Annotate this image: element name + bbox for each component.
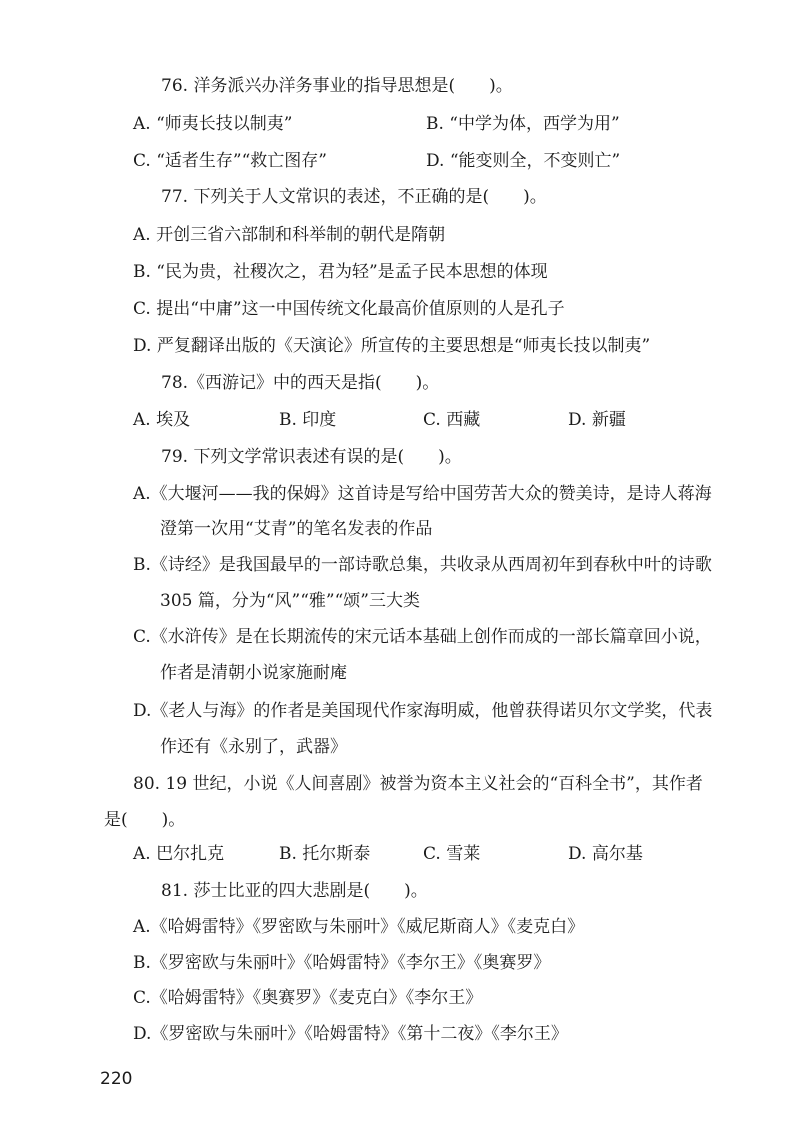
q79-option-b-line1: B.《诗经》是我国最早的一部诗歌总集，共收录从西周初年到春秋中叶的诗歌	[133, 555, 712, 575]
q79-option-c-line2: 作者是清朝小说家施耐庵	[160, 663, 347, 683]
q80-stem-line2: 是( )。	[104, 810, 186, 830]
q80-option-a: A. 巴尔扎克	[133, 844, 225, 864]
q76-option-c: C. “适者生存”“救亡图存”	[133, 151, 327, 171]
q79-option-c-line1: C.《水浒传》是在长期流传的宋元话本基础上创作而成的一部长篇章回小说，	[133, 627, 712, 647]
q80-option-d: D. 高尔基	[568, 844, 643, 864]
q77-option-b: B. “民为贵，社稷次之，君为轻”是孟子民本思想的体现	[133, 262, 548, 282]
q76-stem: 76. 洋务派兴办洋务事业的指导思想是( )。	[161, 76, 513, 96]
q81-option-b: B.《罗密欧与朱丽叶》《哈姆雷特》《李尔王》《奥赛罗》	[133, 953, 551, 973]
q76-option-a: A. “师夷长技以制夷”	[133, 114, 293, 134]
q81-option-c: C.《哈姆雷特》《奥赛罗》《麦克白》《李尔王》	[133, 988, 483, 1008]
q76-option-d: D. “能变则全，不变则亡”	[426, 151, 621, 171]
q80-option-b: B. 托尔斯泰	[279, 844, 371, 864]
q77-stem: 77. 下列关于人文常识的表述，不正确的是( )。	[161, 187, 547, 207]
q78-option-a: A. 埃及	[133, 410, 191, 430]
q79-option-b-line2: 305 篇，分为“风”“雅”“颂”三大类	[160, 591, 420, 611]
q78-option-b: B. 印度	[279, 410, 337, 430]
q78-option-c: C. 西藏	[423, 410, 481, 430]
q81-option-d: D.《罗密欧与朱丽叶》《哈姆雷特》《第十二夜》《李尔王》	[133, 1024, 568, 1044]
q81-option-a: A.《哈姆雷特》《罗密欧与朱丽叶》《威尼斯商人》《麦克白》	[133, 917, 585, 937]
q80-option-c: C. 雪莱	[423, 844, 481, 864]
q81-stem: 81. 莎士比亚的四大悲剧是( )。	[161, 881, 428, 901]
q76-option-b: B. “中学为体，西学为用”	[426, 114, 620, 134]
q79-option-a-line2: 澄第一次用“艾青”的笔名发表的作品	[160, 519, 433, 539]
q77-option-c: C. 提出“中庸”这一中国传统文化最高价值原则的人是孔子	[133, 299, 565, 319]
q80-stem-line1: 80. 19 世纪，小说《人间喜剧》被誉为资本主义社会的“百科全书”，其作者	[133, 774, 703, 794]
q78-option-d: D. 新疆	[568, 410, 626, 430]
q79-option-d-line1: D.《老人与海》的作者是美国现代作家海明威，他曾获得诺贝尔文学奖，代表	[133, 701, 713, 721]
q79-option-a-line1: A.《大堰河——我的保姆》这首诗是写给中国劳苦大众的赞美诗，是诗人蒋海	[133, 484, 712, 504]
q77-option-d: D. 严复翻译出版的《天演论》所宣传的主要思想是“师夷长技以制夷”	[133, 336, 651, 356]
q79-option-d-line2: 作还有《永别了，武器》	[160, 737, 347, 757]
page-number: 220	[100, 1069, 133, 1089]
q78-stem: 78.《西游记》中的西天是指( )。	[161, 373, 440, 393]
q79-stem: 79. 下列文学常识表述有误的是( )。	[161, 447, 462, 467]
q77-option-a: A. 开创三省六部制和科举制的朝代是隋朝	[133, 225, 446, 245]
